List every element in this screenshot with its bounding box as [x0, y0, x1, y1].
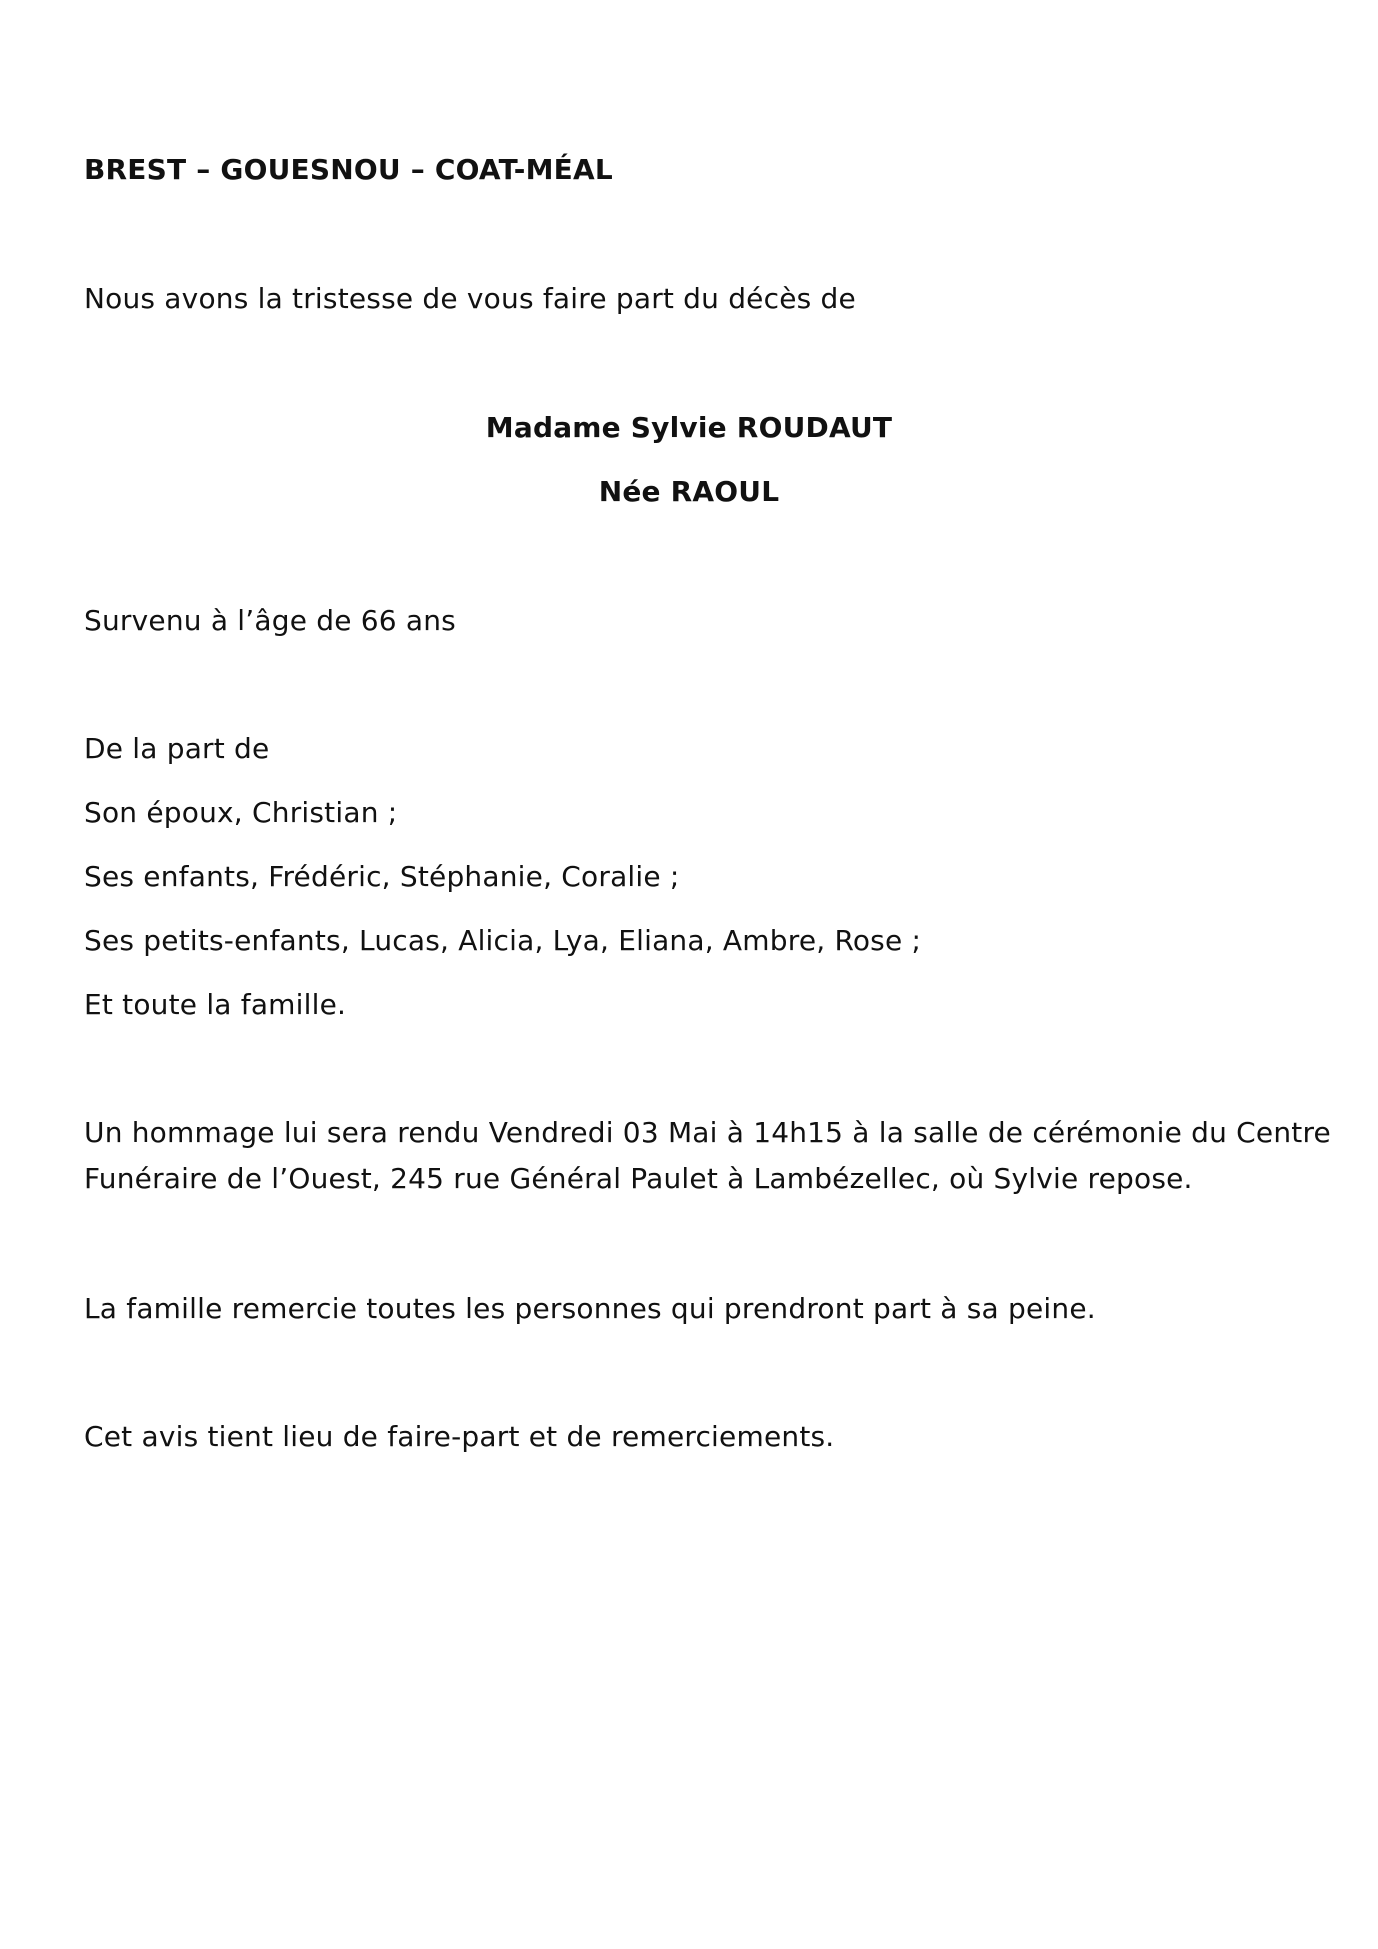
family-closing: Et toute la famille. — [84, 988, 347, 1021]
tribute-line-1: Un hommage lui sera rendu Vendredi 03 Mai à 14h15 à la salle de cérémonie du Centre — [84, 1116, 1331, 1149]
deceased-name: Madame Sylvie ROUDAUT — [485, 411, 893, 444]
age-line: Survenu à l’âge de 66 ans — [84, 604, 456, 637]
deceased-maiden-name: Née RAOUL — [598, 475, 780, 508]
notice-text: Cet avis tient lieu de faire-part et de remerciements. — [84, 1420, 835, 1453]
family-label: De la part de — [84, 732, 270, 765]
family-spouse: Son époux, Christian ; — [84, 796, 398, 829]
family-grandchildren: Ses petits-enfants, Lucas, Alicia, Lya, Eliana, Ambre, Rose ; — [84, 924, 922, 957]
location-heading: BREST – GOUESNOU – COAT-MÉAL — [84, 153, 613, 186]
thanks-text: La famille remercie toutes les personnes qui prendront part à sa peine. — [84, 1292, 1096, 1325]
tribute-line-2: Funéraire de l’Ouest, 245 rue Général Paulet à Lambézellec, où Sylvie repose. — [84, 1162, 1193, 1195]
family-children: Ses enfants, Frédéric, Stéphanie, Coralie ; — [84, 860, 680, 893]
intro-text: Nous avons la tristesse de vous faire part du décès de — [84, 282, 856, 315]
